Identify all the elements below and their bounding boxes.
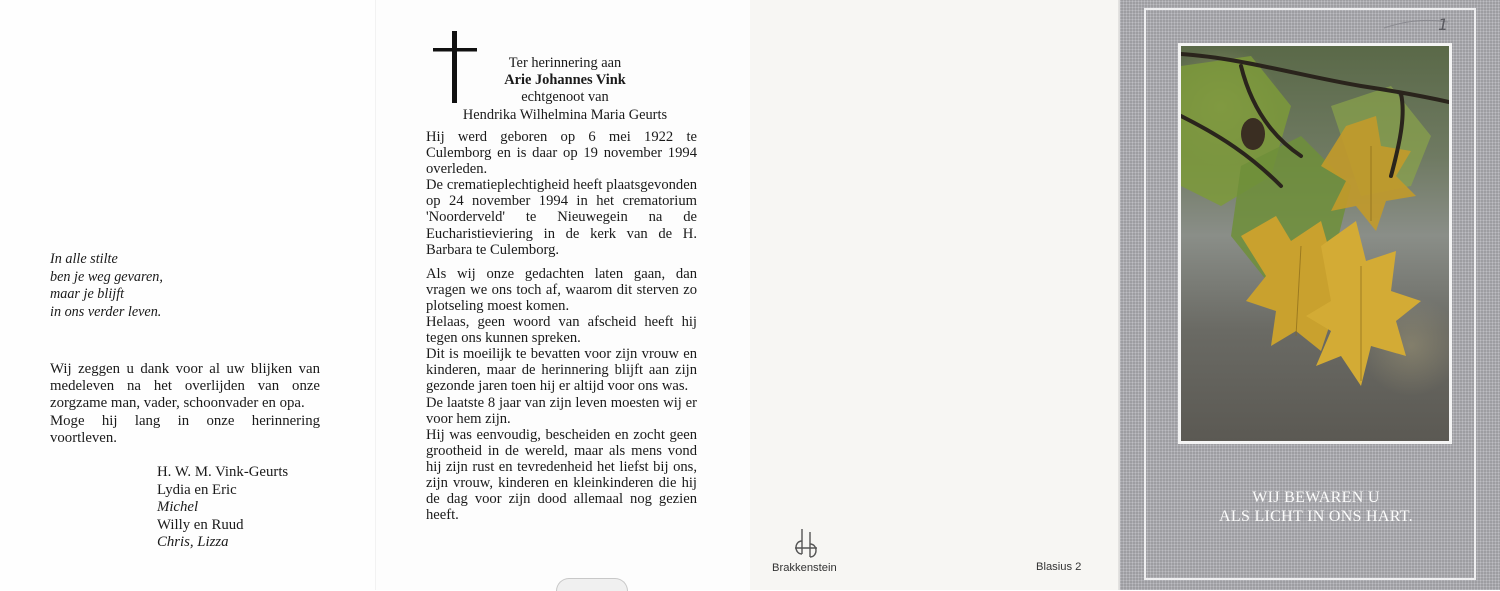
poem-line: In alle stilte [50,251,118,267]
card-model: Blasius 2 [1036,561,1082,573]
signature: Michel [157,499,199,516]
autumn-leaves-photo [1178,43,1452,444]
paragraph: De laatste 8 jaar van zijn leven moesten wij er voor hem zijn. [426,394,697,427]
publisher-brand: Brakkenstein [772,562,837,574]
poem [50,251,163,321]
memorial-heading [424,55,706,124]
paper-tab [556,578,628,591]
slogan-line: ALS LICHT IN ONS HART. [1219,508,1413,525]
signature: H. W. M. Vink-Geurts [157,464,289,480]
memorial-body [426,129,697,523]
signature: Lydia en Eric [157,481,237,498]
poem-line: ben je weg gevaren, [50,268,163,285]
poem-line: in ons verder leven. [50,303,162,320]
leaves-illustration [1181,46,1449,441]
paragraph: Hij was eenvoudig, bescheiden en zocht geen grootheid in de wereld, maar als mens vond hij zijn rust en tevredenheid het liefst bij ons, zijn vrouw, kinderen en kleinkinderen die hij de dag voor zijn dood allemaal nog gezien heeft. [426,426,697,524]
thanks-body: Wij zeggen u dank voor al uw blijken van medeleven na het overlijden van onze zorgzame man, vader, schoonvader en opa. [50,361,320,412]
thanks-closing: Moge hij lang in onze herinnering voortleven. [50,412,320,446]
brakkenstein-logo-icon [790,527,822,559]
paragraph: De crematieplechtigheid heeft plaatsgevonden op 24 november 1994 in het crematorium 'Noorderveld' te Nieuwegein na de Eucharistieviering in de kerk van de H. Barbara te Culemborg. [426,177,697,258]
svg-text:1: 1 [1438,15,1449,34]
deceased-name: Arie Johannes Vink [504,72,626,89]
signature: Chris, Lizza [157,534,229,551]
back-cover-panel [750,0,1120,590]
paragraph: Dit is moeilijk te bevatten voor zijn vrouw en kinderen, maar de herinnering blijft aan zijn gezonde jaren toen hij er altijd voor ons was. [426,346,697,395]
paragraph: Als wij onze gedachten laten gaan, dan vragen we ons toch af, waarom dit sterven zo plotseling moest komen. [426,265,697,314]
poem-line: maar je blijft [50,286,125,303]
slogan-line: WIJ BEWAREN U [1252,489,1380,506]
left-inner-panel [0,0,375,590]
pencil-mark [1382,10,1452,38]
paragraph: Helaas, geen woord van afscheid heeft hij tegen ons kunnen spreken. [426,314,697,347]
spouse-name: Hendrika Wilhelmina Maria Geurts [462,106,668,123]
paragraph: Hij werd geboren op 6 mei 1922 te Culemborg en is daar op 19 november 1994 overleden. [426,129,697,178]
memorial-intro: Ter herinnering aan [508,55,622,71]
signature: Willy en Ruud [157,516,244,533]
thanks-text [50,361,320,447]
front-cover-panel [1120,0,1500,590]
cover-slogan [1186,488,1446,526]
signatures [157,464,288,552]
relation: echtgenoot van [521,89,609,106]
